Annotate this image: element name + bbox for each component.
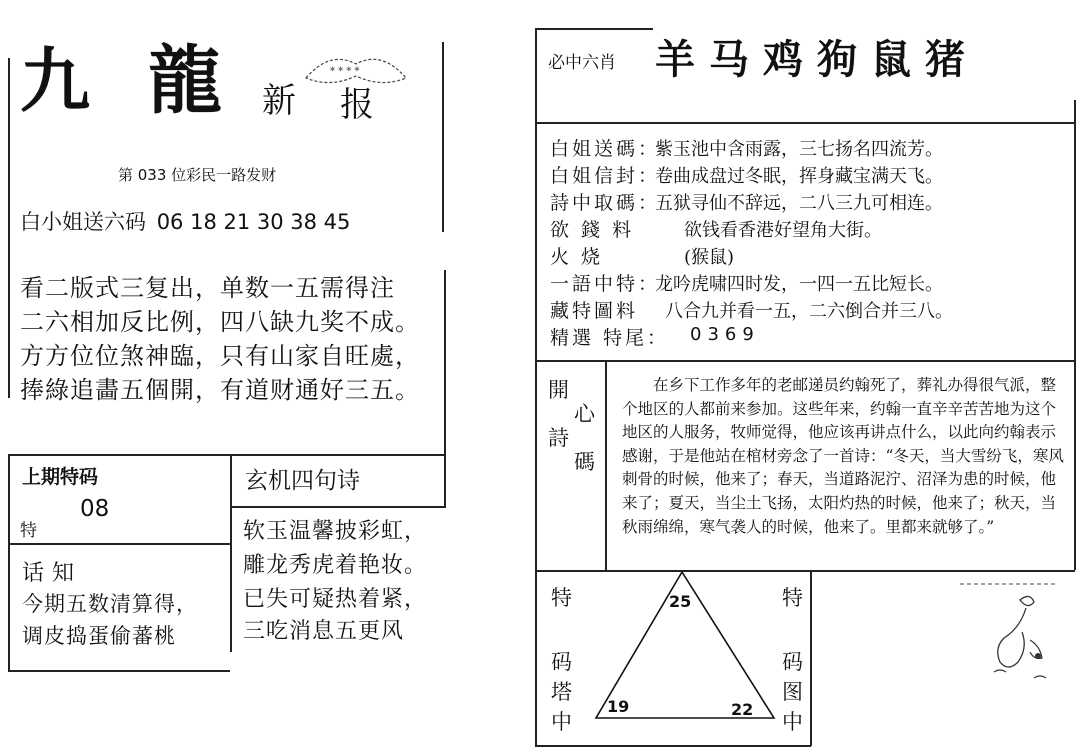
clue-label: 一語中特：	[550, 273, 661, 295]
kaixin-title-char: 心	[574, 402, 595, 426]
clue-label: 火 烧	[550, 246, 604, 268]
xuanji-line: 已失可疑热着紧，	[243, 587, 428, 612]
divider	[442, 42, 444, 232]
clue-label: 欲 錢 料	[550, 219, 635, 241]
previous-special-number: 08	[80, 496, 110, 522]
xuanji-line: 雕龙秀虎着艳妆。	[243, 553, 428, 578]
divider	[8, 670, 230, 672]
clue-label: 詩中取碼：	[550, 192, 661, 214]
clue-text: 卷曲成盘过冬眠，挥身藏宝满天飞。	[655, 166, 943, 187]
clue-text: 紫玉池中含雨露，三七扬名四流芳。	[655, 139, 943, 160]
clue-text: 龙吟虎啸四时发，一四一五比短长。	[655, 274, 943, 295]
tower-label-char: 中	[782, 710, 803, 734]
divider	[535, 28, 653, 30]
divider	[535, 28, 537, 746]
divider	[535, 360, 1075, 362]
masthead-char: 九	[20, 39, 90, 122]
divider	[444, 454, 446, 508]
divider	[8, 543, 230, 545]
clue-label: 白姐送碼：	[550, 138, 661, 160]
xuanji-line: 三吃消息五更风	[243, 619, 405, 644]
issue-line: 第 033 位彩民一路发财	[118, 166, 277, 184]
divider	[230, 506, 445, 508]
masthead-char: 报	[340, 85, 374, 125]
clue-label: 白姐信封：	[550, 165, 661, 187]
kaixin-story: 在乡下工作多年的老邮递员约翰死了，葬礼办得很气派，整个地区的人都前来参加。这些年来，约翰一直辛辛苦苦地为这个地区的人服务，牧师觉得，他应该再讲点什么，以此向约翰表示感谢，于是他站在棺材旁念了一首诗：“冬天，当大雪纷飞，寒风刺骨的时候，他来了；春天，当道路泥泞、沼泽为患的时候，他来了；夏天，当尘土飞扬，太阳灼热的时候，他来了；秋天，当秋雨绵绵，寒气袭人的时候，他来了。里都来就够了。”	[622, 376, 1064, 536]
divider	[535, 122, 1075, 124]
divider	[444, 270, 446, 456]
tower-label-char: 特	[782, 586, 803, 610]
clue-label: 精選 特尾：	[550, 327, 670, 349]
tower-number: 19	[607, 697, 630, 716]
divider	[605, 360, 607, 570]
tower-label-char: 码	[782, 650, 803, 674]
poem-line: 二六相加反比例，四八缺九奖不成。	[20, 308, 420, 336]
poem-line: 捧綠追畵五個開，有道财通好三五。	[20, 376, 420, 404]
kaixin-title-char: 開	[548, 378, 569, 402]
previous-special-label: 特	[20, 521, 37, 541]
masthead-char: 新	[262, 81, 296, 121]
clue-text: (猴鼠)	[684, 247, 735, 268]
huazhi-line: 今期五数清算得，	[22, 592, 198, 616]
kaixin-title-char: 詩	[548, 426, 569, 450]
divider	[535, 745, 811, 747]
tower-label-char: 特	[551, 586, 572, 610]
divider	[230, 454, 232, 652]
six-codes-label: 白小姐送六码	[20, 210, 146, 234]
clue-text: 五狱寻仙不辞远，二八三九可相连。	[655, 193, 943, 214]
tower-label-char: 码	[551, 650, 572, 674]
divider	[810, 570, 812, 746]
tower-label-char: 图	[782, 680, 803, 704]
clue-text: 0369	[690, 324, 760, 345]
kaixin-title-char: 碼	[574, 450, 595, 474]
divider	[8, 58, 10, 398]
huazhi-line: 调皮捣蛋偷蕃桃	[22, 624, 176, 648]
xuanji-title: 玄机四句诗	[245, 468, 360, 494]
masthead-char: 龍	[148, 38, 222, 124]
tower-label-char: 中	[551, 710, 572, 734]
ornament-icon	[300, 48, 412, 96]
ink-illustration-icon	[960, 580, 1060, 690]
clue-label: 藏特圖料	[550, 300, 639, 322]
divider	[8, 454, 445, 456]
divider	[8, 454, 10, 672]
must-win-zodiac: 羊马鸡狗鼠猪	[655, 36, 979, 83]
tower-number: 25	[669, 592, 692, 611]
xuanji-line: 软玉温馨披彩虹，	[243, 519, 428, 544]
must-win-label: 必中六肖	[548, 53, 616, 73]
poem-line: 方方位位煞神臨，只有山家自旺處，	[20, 342, 420, 370]
poem-line: 看二版式三复出，单数一五需得注	[20, 274, 395, 302]
clue-text: 欲钱看香港好望角大街。	[684, 220, 882, 241]
divider	[1074, 100, 1076, 570]
previous-special-title: 上期特码	[22, 466, 99, 488]
tower-label-char: 塔	[551, 680, 572, 704]
clue-text: 八合九并看一五，二六倒合并三八。	[665, 301, 953, 322]
six-codes-values: 06 18 21 30 38 45	[156, 210, 351, 234]
huazhi-title: 话知	[22, 561, 83, 586]
svg-text:* * * *: * * * *	[330, 66, 360, 77]
tower-number: 22	[731, 700, 754, 719]
six-codes-line	[20, 206, 350, 236]
